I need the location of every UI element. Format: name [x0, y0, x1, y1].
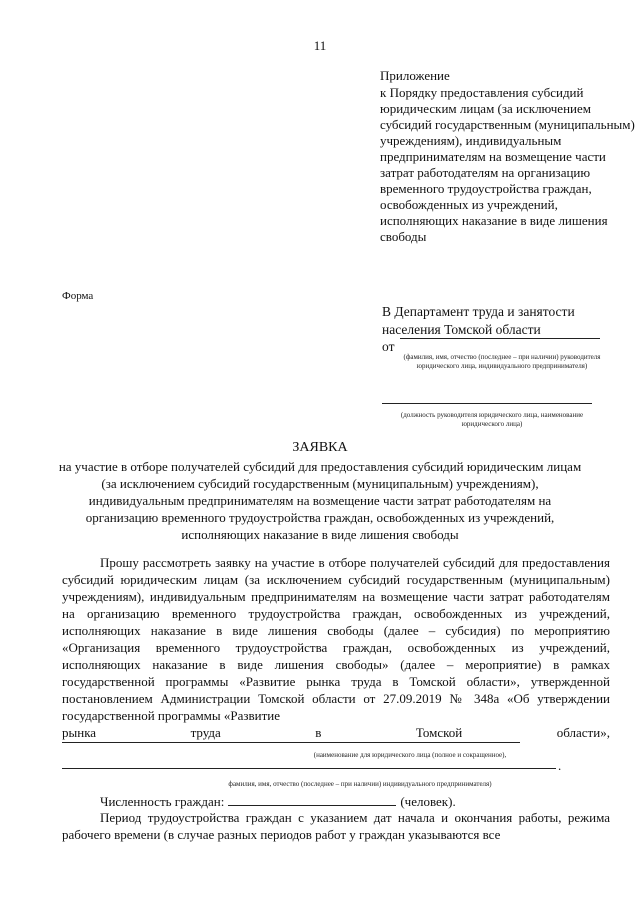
ip-name-caption: фамилия, имя, отчество (последнее – при наличии) индивидуального предпринимателя)	[228, 780, 492, 788]
employee-count-row	[100, 794, 456, 810]
form-label: Форма	[62, 290, 94, 302]
paragraph-last-line	[62, 724, 610, 741]
paragraph-text: Прошу рассмотреть заявку на участие в отборе получателей субсидий для предоставления субсидий юридическим лицам (за исключением субсидий государственным (муниципальным) учреждениям), индивидуальным предпринимателям на возмещение части затрат работодателям на организацию временного трудоустройства граждан, освобожденных из учреждений, исполняющих наказание в виде лишения свободы (далее – субсидия) по мероприятию «Организация временного трудоустройства граждан, освобожденных из учреждений, исполняющих наказание в виде лишения свободы» (далее – мероприятие) в рамках государственной программы «Развитие рынка труда в Томской области», утвержденной постановлением Администрации Томской области от 27.09.2019 № 348а «Об утверждении государственной программы «Развитие	[62, 555, 610, 723]
employee-count-unit: (человек).	[400, 794, 456, 809]
position-field-caption: (должность руководителя юридического лица, наименование юридического лица)	[400, 411, 584, 428]
document-heading: ЗАЯВКА	[292, 440, 348, 455]
from-label: от	[382, 339, 395, 354]
appendix-title: Приложение	[380, 68, 450, 83]
from-field-caption: (фамилия, имя, отчество (последнее – при наличии) руководителя юридического лица, индивидуального предпринимателя)	[403, 353, 601, 370]
lastline-word: Томской	[415, 725, 463, 740]
employee-count-label: Численность граждан:	[100, 794, 225, 809]
addressee-block: В Департамент труда и занятости населения Томской области	[382, 304, 575, 337]
from-field-line[interactable]	[400, 338, 600, 339]
appendix-block	[380, 68, 635, 245]
page-number: 11	[313, 38, 327, 53]
lastline-word: рынка	[62, 725, 97, 740]
paragraph-text: Период трудоустройства граждан с указанием дат начала и окончания работы, режима рабочего времени (в случае разных периодов работ у граждан указываются все	[62, 810, 610, 842]
lastline-word: труда	[190, 725, 221, 740]
org-name-field-line[interactable]	[62, 742, 520, 743]
document-subheading: на участие в отборе получателей субсидий для предоставления субсидий юридическим лицам (за исключением субсидий государственным (муниципальным) учреждениям), индивидуальным предпринимателям на возмещение части затрат работодателям на организацию временного трудоустройства граждан, освобожденных из учреждений, исполняющих наказание в виде лишения свободы	[58, 459, 582, 542]
main-paragraph	[62, 554, 610, 741]
employment-period-paragraph	[62, 809, 610, 843]
trailing-dot: .	[558, 758, 562, 773]
position-field-line[interactable]	[382, 403, 592, 404]
ip-name-field-line[interactable]	[62, 768, 556, 769]
org-name-caption: (наименование для юридического лица (полное и сокращенное),	[313, 751, 507, 759]
lastline-word: области»,	[556, 725, 610, 740]
employee-count-field[interactable]	[228, 794, 396, 806]
appendix-text: к Порядку предоставления субсидий юридическим лицам (за исключением субсидий государственным (муниципальным) учреждениям), индивидуальным предпринимателям на возмещение части затрат работодателям на организацию временного трудоустройства граждан, освобожденных из учреждений, исполняющих наказание в виде лишения свободы	[380, 85, 635, 244]
lastline-word: в	[315, 725, 322, 740]
